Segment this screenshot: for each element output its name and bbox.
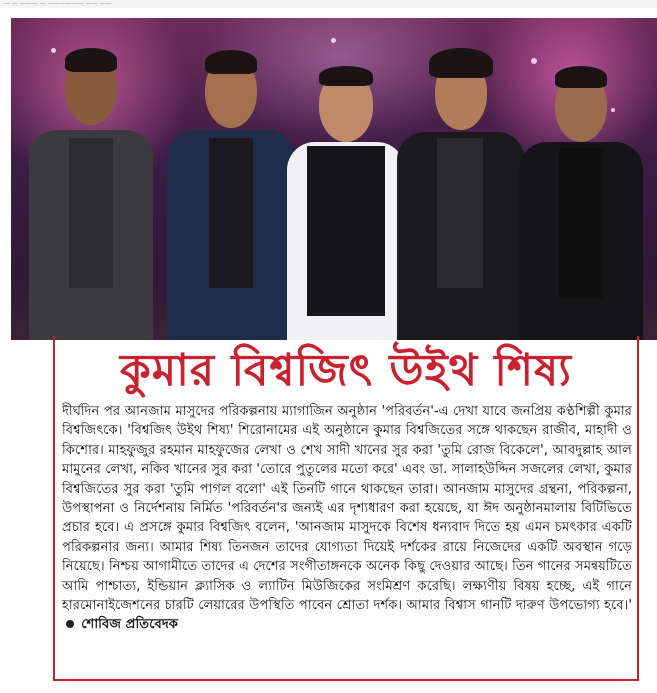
person-figure [21, 40, 161, 340]
article-photo [11, 18, 657, 340]
article-body: দীর্ঘদিন পর আনজাম মাসুদের পরিকল্পনায় ম্যাগাজিন অনুষ্ঠান 'পরিবর্তন'-এ দেখা যাবে জনপ্রিয় কণ্ঠশিল্পী কুমার বিশ্বজিৎকে। 'বিশ্বজিৎ উইথ শিষ্য' শিরোনামের এই অনুষ্ঠানে কুমার বিশ্বজিতের সঙ্গে থাকছেন রাজীব, মাহাদী ও কিশোর। মাহফুজুর রহমান মাহফুজের লেখা ও শেখ সাদী খানের সুর করা 'তুমি রোজ বিকেলে', আবদুল্লাহ আল মামুনের লেখা, নকিব খানের সুর করা 'তোরে পুতুলের মতো করে' এবং ডা. সালাহউদ্দিন সজলের লেখা, কুমার বিশ্বজিতের সুর করা 'তুমি পাগল বলো' এই তিনটি গানে থাকছেন তারা। আনজাম মাসুদের গ্রন্থনা, পরিকল্পনা, উপস্থাপনা ও নির্দেশনায় নির্মিত 'পরিবর্তন'র জন্যই এর দৃশ্যধারণ করা হয়েছে, যা ঈদ অনুষ্ঠানমালায় বিটিভিতে প্রচার হবে। এ প্রসঙ্গে কুমার বিশ্বজিৎ বলেন, 'আনজাম মাসুদকে বিশেষ ধন্যবাদ দিতে হয় এমন চমৎকার একটি পরিকল্পনার জন্য। আমার শিষ্য তিনজন তাদের যোগ্যতা দিয়েই দর্শকের রায়ে নিজেদের একটি অবস্থান গড়ে নিয়েছে। নিশ্চয় আগামীতে তাদের এ দেশের সংগীতাঙ্গনকে অনেক কিছু দেওয়ার আছে। তিন গানের সমন্বয়টিতে আমি পাশ্চাত্য, ইন্ডিয়ান ক্ল্যাসিক ও ল্যাটিন মিউজিকের সংমিশ্রণ করেছি। লক্ষ্যণীয় বিষয় হচ্ছে, এই গানে হারমোনাইজেশনের চারটি লেয়ারের উপস্থিতি পাবেন শ্রোতা দর্শক। আমার বিশ্বাস গানটি দারুণ উপভোগ্য হবে।' [62, 404, 632, 614]
article-byline: শোবিজ প্রতিবেদক [81, 617, 178, 633]
top-strip: — — ——— — —————— —— —— [0, 0, 657, 8]
person-figure [161, 40, 301, 340]
stage-light [331, 38, 336, 43]
person-figure [511, 50, 651, 340]
bullet-icon [66, 620, 74, 628]
article-body-container [62, 402, 632, 680]
person-figure [391, 40, 531, 340]
article-headline: কুমার বিশ্বজিৎ উইথ শিষ্য [119, 345, 573, 396]
